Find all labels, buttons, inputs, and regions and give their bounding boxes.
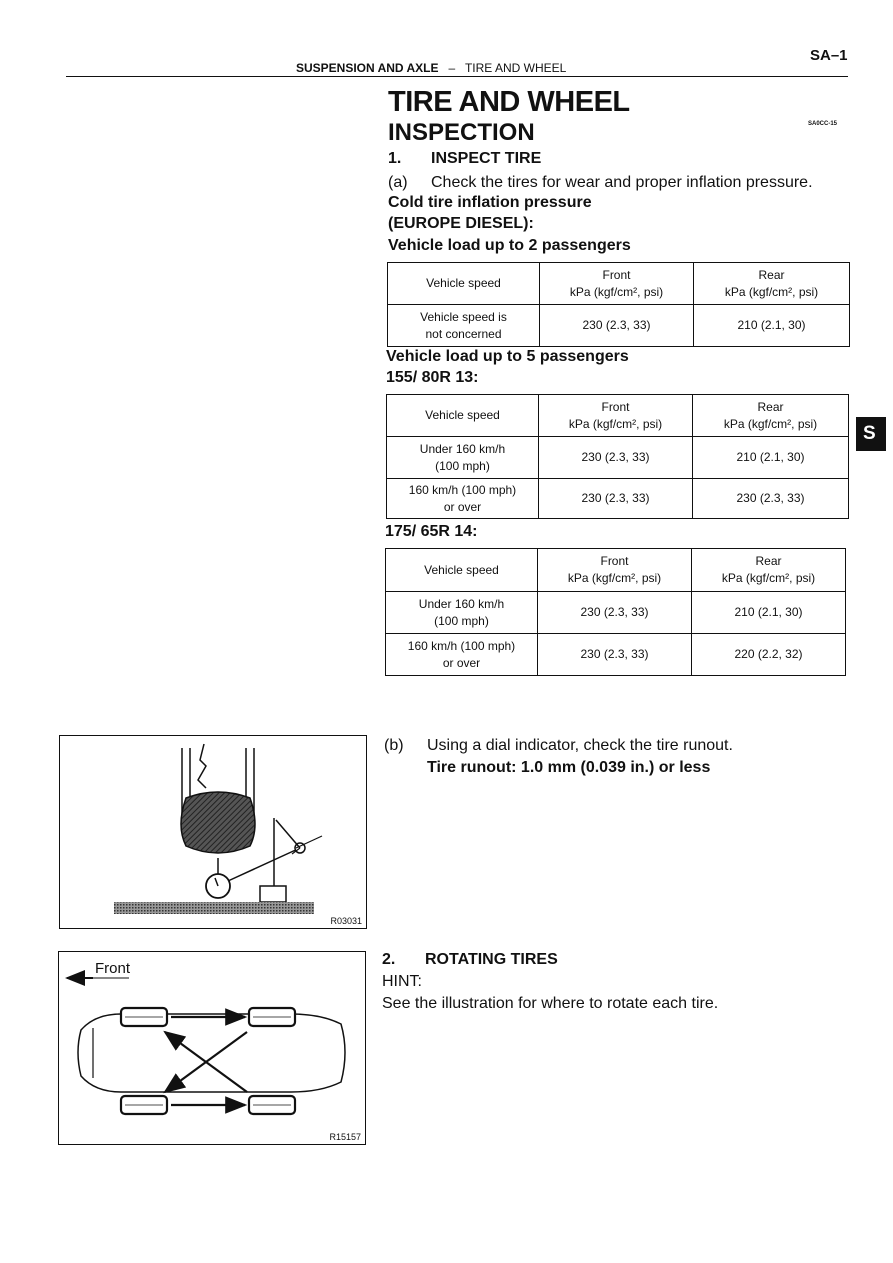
header-front: Front kPa (kgf/cm², psi): [538, 549, 692, 592]
step1-title: INSPECT TIRE: [431, 150, 542, 167]
table-row: [388, 305, 850, 347]
tire-size-175-65r14: 175/ 65R 14:: [385, 523, 478, 540]
spec-heading: Cold tire inflation pressure: [388, 194, 592, 211]
cell-vehicle-speed: 160 km/h (100 mph) or over: [387, 479, 539, 519]
page-title: TIRE AND WHEEL: [388, 86, 630, 118]
step1b-label: (b): [384, 737, 404, 754]
table-row: [387, 437, 849, 479]
figure-code: R15157: [329, 1132, 361, 1142]
tire-size-155-80r13: 155/ 80R 13:: [386, 369, 479, 386]
table-row: [387, 479, 849, 519]
step2-number: 2.: [382, 951, 396, 968]
load-heading-5-passengers: Vehicle load up to 5 passengers: [386, 348, 629, 365]
hint-text: See the illustration for where to rotate each tire.: [382, 995, 719, 1012]
header-rear: Rear kPa (kgf/cm², psi): [693, 395, 849, 437]
step1a-label: (a): [388, 174, 408, 191]
tire-rotation-pattern-icon: [59, 952, 364, 1143]
figure-tire-runout: [59, 735, 367, 929]
figure-code: R03031: [330, 916, 362, 926]
cell-rear-pressure: 210 (2.1, 30): [692, 592, 846, 634]
step1a-text: Check the tires for wear and proper inflation pressure.: [431, 174, 813, 191]
figure-tire-rotation: [58, 951, 366, 1145]
cell-rear-pressure: 210 (2.1, 30): [694, 305, 850, 347]
cell-front-pressure: 230 (2.3, 33): [538, 592, 692, 634]
running-head: [296, 61, 566, 75]
header-front: Front kPa (kgf/cm², psi): [539, 395, 693, 437]
cell-vehicle-speed: Vehicle speed is not concerned: [388, 305, 540, 347]
table-header-row: [386, 549, 846, 592]
header-vehicle-speed: Vehicle speed: [387, 395, 539, 437]
document-code: SA0CC-15: [808, 121, 838, 127]
header-separator: –: [448, 61, 456, 75]
load-heading-2-passengers: Vehicle load up to 2 passengers: [388, 237, 631, 254]
step2-title: ROTATING TIRES: [425, 951, 558, 968]
cell-vehicle-speed: Under 160 km/h (100 mph): [387, 437, 539, 479]
table-row: [386, 634, 846, 676]
header-front: Front kPa (kgf/cm², psi): [540, 263, 694, 305]
header-rear: Rear kPa (kgf/cm², psi): [694, 263, 850, 305]
header-rule: [66, 76, 848, 77]
cell-vehicle-speed: 160 km/h (100 mph) or over: [386, 634, 538, 676]
step1a-instruction: [388, 174, 813, 192]
table-row: [386, 592, 846, 634]
inflation-table-175-65r14: [385, 548, 846, 676]
tire-runout-dial-indicator-icon: [60, 736, 365, 927]
inflation-table-2-passengers: [387, 262, 850, 347]
hint-label: HINT:: [382, 973, 422, 990]
section-heading: INSPECTION: [388, 119, 535, 146]
table-header-row: [388, 263, 850, 305]
spec-heading-region: (EUROPE DIESEL):: [388, 215, 534, 232]
cell-front-pressure: 230 (2.3, 33): [538, 634, 692, 676]
page-number: SA–1: [810, 47, 848, 64]
cell-front-pressure: 230 (2.3, 33): [540, 305, 694, 347]
step1-heading: [388, 150, 542, 168]
tire-runout-spec: Tire runout: 1.0 mm (0.039 in.) or less: [427, 759, 711, 776]
front-label: Front: [95, 960, 131, 977]
section-title: SUSPENSION AND AXLE: [296, 61, 439, 75]
step1b-text: Using a dial indicator, check the tire runout.: [427, 737, 733, 754]
header-vehicle-speed: Vehicle speed: [388, 263, 540, 305]
step2-heading: [382, 951, 558, 969]
inflation-table-155-80r13: [386, 394, 849, 519]
cell-rear-pressure: 220 (2.2, 32): [692, 634, 846, 676]
table-header-row: [387, 395, 849, 437]
section-tab: S: [856, 417, 886, 451]
header-vehicle-speed: Vehicle speed: [386, 549, 538, 592]
step1-number: 1.: [388, 150, 402, 167]
header-rear: Rear kPa (kgf/cm², psi): [692, 549, 846, 592]
cell-front-pressure: 230 (2.3, 33): [539, 479, 693, 519]
subsection-title: TIRE AND WHEEL: [464, 61, 567, 75]
cell-rear-pressure: 210 (2.1, 30): [693, 437, 849, 479]
cell-front-pressure: 230 (2.3, 33): [539, 437, 693, 479]
cell-rear-pressure: 230 (2.3, 33): [693, 479, 849, 519]
step1b-instruction: [384, 737, 733, 755]
cell-vehicle-speed: Under 160 km/h (100 mph): [386, 592, 538, 634]
